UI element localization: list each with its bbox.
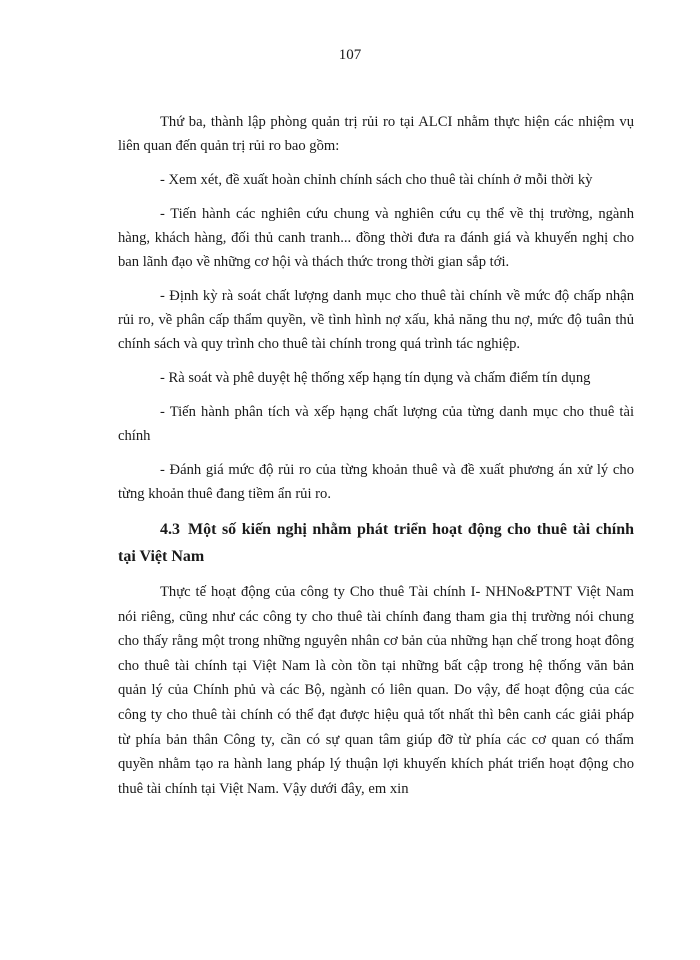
section-title: Một số kiến nghị nhằm phát triển hoạt động cho thuê tài chính tại Việt Nam bbox=[118, 521, 634, 565]
section-heading bbox=[118, 516, 634, 570]
list-item-credit-rating: - Rà soát và phê duyệt hệ thống xếp hạng tín dụng và chấm điểm tín dụng bbox=[160, 370, 591, 386]
list-item-risk-assessment: - Đánh giá mức độ rủi ro của từng khoản thuê và đề xuất phương án xử lý cho từng khoản thuê đang tiềm ẩn rủi ro. bbox=[118, 462, 634, 502]
paragraph-risk-department: Thứ ba, thành lập phòng quản trị rủi ro tại ALCI nhằm thực hiện các nhiệm vụ liên quan đến quản trị rủi ro bao gồm: bbox=[118, 114, 634, 154]
section-body-paragraph: Thực tế hoạt động của công ty Cho thuê Tài chính I- NHNo&PTNT Việt Nam nói riêng, cũng như các công ty cho thuê tài chính đang tham gia thị trường nói chung cho thấy rằng một trong những nguyên nhân cơ bản của những hạn chế trong hoạt đông cho thuê tài chính tại Việt Nam là còn tồn tại những bất cập trong hệ thống văn bản quản lý của Chính phủ và các Bộ, ngành có liên quan. Do vậy, để hoạt động của các công ty cho thuê tài chính có thể đạt được hiệu quả tốt nhất thì bên canh các giải pháp từ phía bản thân Công ty, cần có sự quan tâm giúp đỡ từ phía các cơ quan có thẩm quyền nhằm tạo ra hành lang pháp lý thuận lợi khuyến khích phát triển hoạt động cho thuê tài chính tại Việt Nam. Vậy dưới đây, em xin bbox=[118, 584, 634, 797]
page-number: 107 bbox=[338, 47, 362, 63]
list-item-portfolio-review: - Định kỳ rà soát chất lượng danh mục cho thuê tài chính về mức độ chấp nhận rủi ro, về phân cấp thẩm quyền, về tình hình nợ xấu, khả năng thu nợ, mức độ tuân thủ chính sách và quy trình cho thuê tài chính trong quá trình tác nghiệp. bbox=[118, 288, 634, 352]
document-body bbox=[118, 110, 634, 801]
list-item-review-policy: - Xem xét, đề xuất hoàn chỉnh chính sách cho thuê tài chính ở mỗi thời kỳ bbox=[160, 172, 593, 188]
list-item-portfolio-analysis: - Tiến hành phân tích và xếp hạng chất lượng của từng danh mục cho thuê tài chính bbox=[118, 404, 634, 444]
section-number: 4.3 bbox=[160, 521, 180, 538]
list-item-market-research: - Tiến hành các nghiên cứu chung và nghiên cứu cụ thể về thị trường, ngành hàng, khách hàng, đối thủ canh tranh... đồng thời đưa ra đánh giá và khuyến nghị cho ban lãnh đạo về những cơ hội và thách thức trong thời gian sắp tới. bbox=[118, 206, 634, 270]
